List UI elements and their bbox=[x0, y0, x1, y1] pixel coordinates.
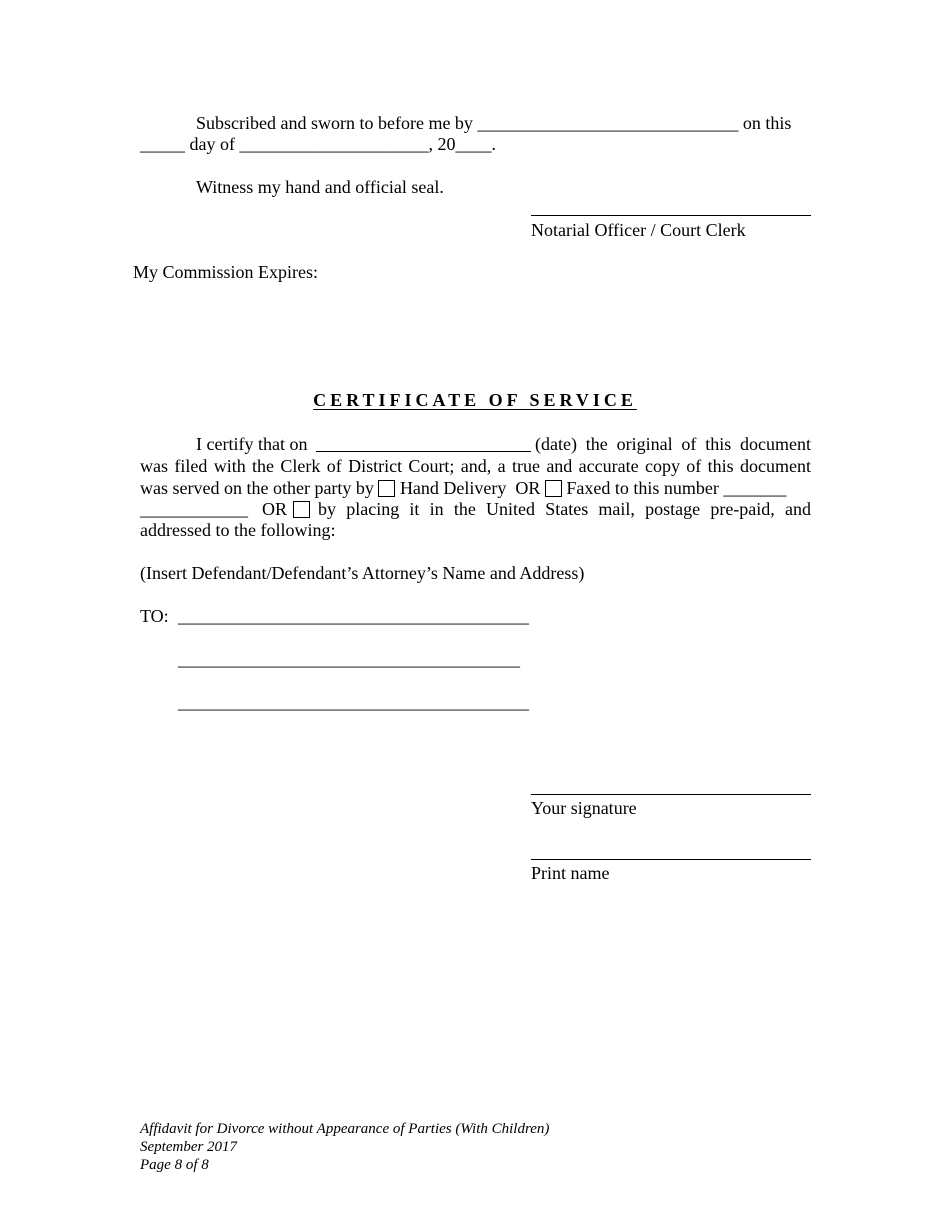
hand-delivery-label: Hand Delivery bbox=[399, 478, 507, 498]
mail-text: by placing it in the United States mail, postage pre-paid, and bbox=[318, 499, 811, 519]
to-address-line1[interactable]: _______________________________________ bbox=[178, 606, 529, 626]
print-name-line[interactable] bbox=[531, 859, 811, 860]
notary-signature-line[interactable] bbox=[531, 215, 811, 216]
to-label: TO: bbox=[140, 606, 169, 626]
sworn-statement-line2: _____ day of _____________________, 20____. bbox=[140, 134, 496, 154]
your-signature-line[interactable] bbox=[531, 794, 811, 795]
footer-title: Affidavit for Divorce without Appearance of Parties (With Children) bbox=[140, 1121, 550, 1137]
to-address-line3[interactable]: _______________________________________ bbox=[178, 692, 529, 712]
certify-line1-end: (date) the original of this document bbox=[535, 434, 811, 454]
or-text-2: OR bbox=[262, 499, 288, 519]
or-text-1: OR bbox=[515, 478, 541, 498]
sworn-statement-line1: Subscribed and sworn to before me by _____________________________ on this bbox=[196, 113, 792, 133]
notary-officer-label: Notarial Officer / Court Clerk bbox=[531, 220, 746, 240]
service-date-blank[interactable] bbox=[316, 451, 531, 452]
certify-line4 bbox=[140, 498, 811, 520]
your-signature-label: Your signature bbox=[531, 798, 637, 818]
to-address-line2[interactable]: ______________________________________ bbox=[178, 649, 520, 669]
certificate-heading: CERTIFICATE OF SERVICE bbox=[313, 390, 637, 410]
footer-date: September 2017 bbox=[140, 1139, 238, 1155]
witness-statement: Witness my hand and official seal. bbox=[196, 177, 444, 197]
faxed-checkbox[interactable] bbox=[545, 480, 562, 497]
commission-expires-label: My Commission Expires: bbox=[133, 262, 319, 282]
footer-page-number: Page 8 of 8 bbox=[140, 1157, 209, 1173]
certify-line2: was filed with the Clerk of District Court; and, a true and accurate copy of this document bbox=[140, 456, 811, 476]
insert-note: (Insert Defendant/Defendant’s Attorney’s Name and Address) bbox=[140, 563, 585, 583]
hand-delivery-checkbox[interactable] bbox=[378, 480, 395, 497]
certify-line5: addressed to the following: bbox=[140, 520, 336, 540]
mail-checkbox[interactable] bbox=[293, 501, 310, 518]
fax-number-blank[interactable]: ____________ bbox=[140, 499, 248, 519]
certify-line1-start: I certify that on bbox=[196, 434, 308, 454]
print-name-label: Print name bbox=[531, 863, 610, 883]
faxed-label: Faxed to this number _______ bbox=[566, 478, 787, 498]
served-by-text: was served on the other party by bbox=[140, 478, 374, 498]
certify-line3 bbox=[140, 477, 786, 499]
